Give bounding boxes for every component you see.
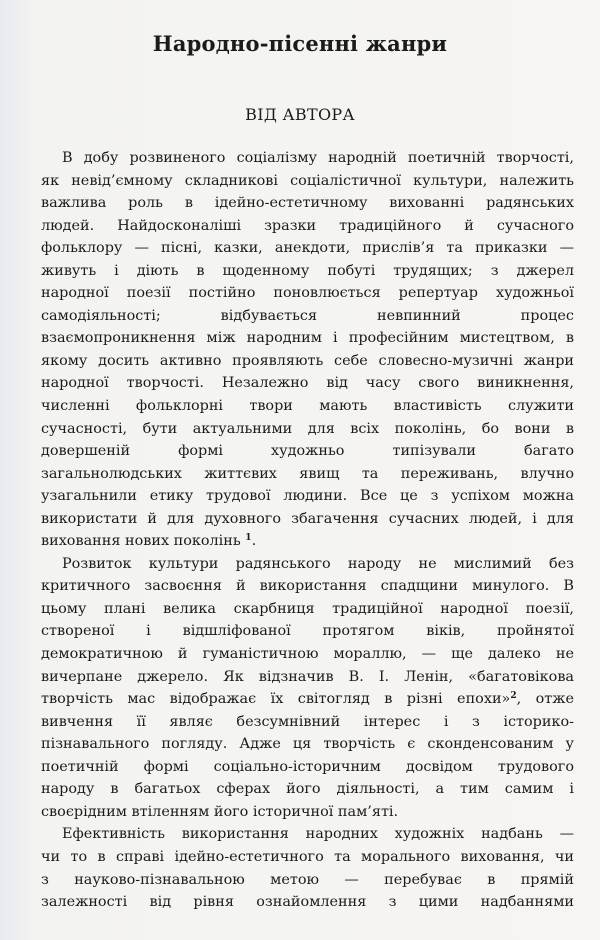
page-title: Народно-пісенні жанри <box>152 31 448 56</box>
section-heading: ВІД АВТОРА <box>245 105 355 124</box>
text-line-content: творчість мас відображає їх світогляд в різні епохи» <box>41 691 511 708</box>
footnote-marker: 1 <box>245 533 252 544</box>
text-line: загальнолюдських життєвих явищ та переживань, влучно <box>41 465 574 482</box>
text-line: цьому плані велика скарбниця традиційної народної поезії, <box>41 600 574 617</box>
text-line: якому досить активно проявляють себе словесно-музичні жанри <box>41 352 574 369</box>
body-text <box>41 147 574 914</box>
text-line: демократичною й гуманістичною мораллю, — ще далеко не <box>41 646 574 663</box>
text-line: важлива роль в ідейно-естетичному вихованні радянських <box>41 195 574 212</box>
text-line: пізнавального погляду. Адже ця творчість є сконденсованим у <box>41 736 574 753</box>
text-line-tail: , отже <box>516 691 575 708</box>
text-line: використати й для духовного збагачення сучасних людей, і для <box>41 510 574 527</box>
text-line: Ефективність використання народних художніх надбань — <box>62 826 574 843</box>
text-line: довершеній формі художньо типізували багато <box>41 443 574 460</box>
text-line: народної поезії постійно поновлюється репертуар художньої <box>41 285 574 302</box>
sentence-period: . <box>251 533 257 550</box>
text-line: В добу розвиненого соціалізму народній поетичній творчості, <box>62 150 574 166</box>
text-line: поетичній формі соціально-історичним досвідом трудового <box>41 758 574 775</box>
text-line: самодіяльності; відбувається невпинний процес <box>41 307 574 324</box>
text-line: вивчення її являє безсумнівний інтерес і з історико- <box>41 713 574 730</box>
text-line: народу в багатьох сферах його діяльності, а тим самим і <box>41 781 574 798</box>
text-line: узагальнили етику трудової людини. Все це з успіхом можна <box>41 488 574 505</box>
text-line: чи то в справі ідейно-естетичного та морального виховання, чи <box>41 848 574 865</box>
text-line: своєрідним втіленням його історичної пам’яті. <box>41 803 399 820</box>
text-line <box>41 688 574 711</box>
text-line <box>41 530 574 553</box>
text-line: вичерпане джерело. Як відзначив В. І. Ленін, «багатовікова <box>41 668 574 685</box>
text-line: взаємопроникнення між народним і професійним мистецтвом, в <box>41 330 574 347</box>
text-line: людей. Найдосконаліші зразки традиційного й сучасного <box>41 217 574 234</box>
footnote-marker: 2 <box>510 691 517 702</box>
text-line: Розвиток культури радянського народу не мислимий без <box>62 555 574 572</box>
text-line: як невід’ємному складникові соціалістичної культури, належить <box>41 172 574 189</box>
text-line: живуть і діють в щоденному побуті трудящих; з джерел <box>41 262 574 279</box>
text-line: сучасності, бути актуальними для всіх поколінь, бо вони в <box>41 420 574 437</box>
text-line: народної творчості. Незалежно від часу свого виникнення, <box>41 375 574 392</box>
text-line: залежності від рівня ознайомлення з цими надбаннями <box>41 894 574 911</box>
text-line: з науково-пізнавальною метою — перебуває в прямій <box>41 871 574 888</box>
text-line: критичного засвоєння й використання спадщини минулого. В <box>41 578 574 595</box>
text-line: створеної і відшліфованої протягом віків, пройнятої <box>41 623 574 640</box>
text-line: численні фольклорні твори мають властивість служити <box>41 398 574 415</box>
text-line: фольклору — пісні, казки, анекдоти, прислів’я та приказки — <box>41 240 574 257</box>
text-line-content: виховання нових поколінь <box>41 533 241 550</box>
